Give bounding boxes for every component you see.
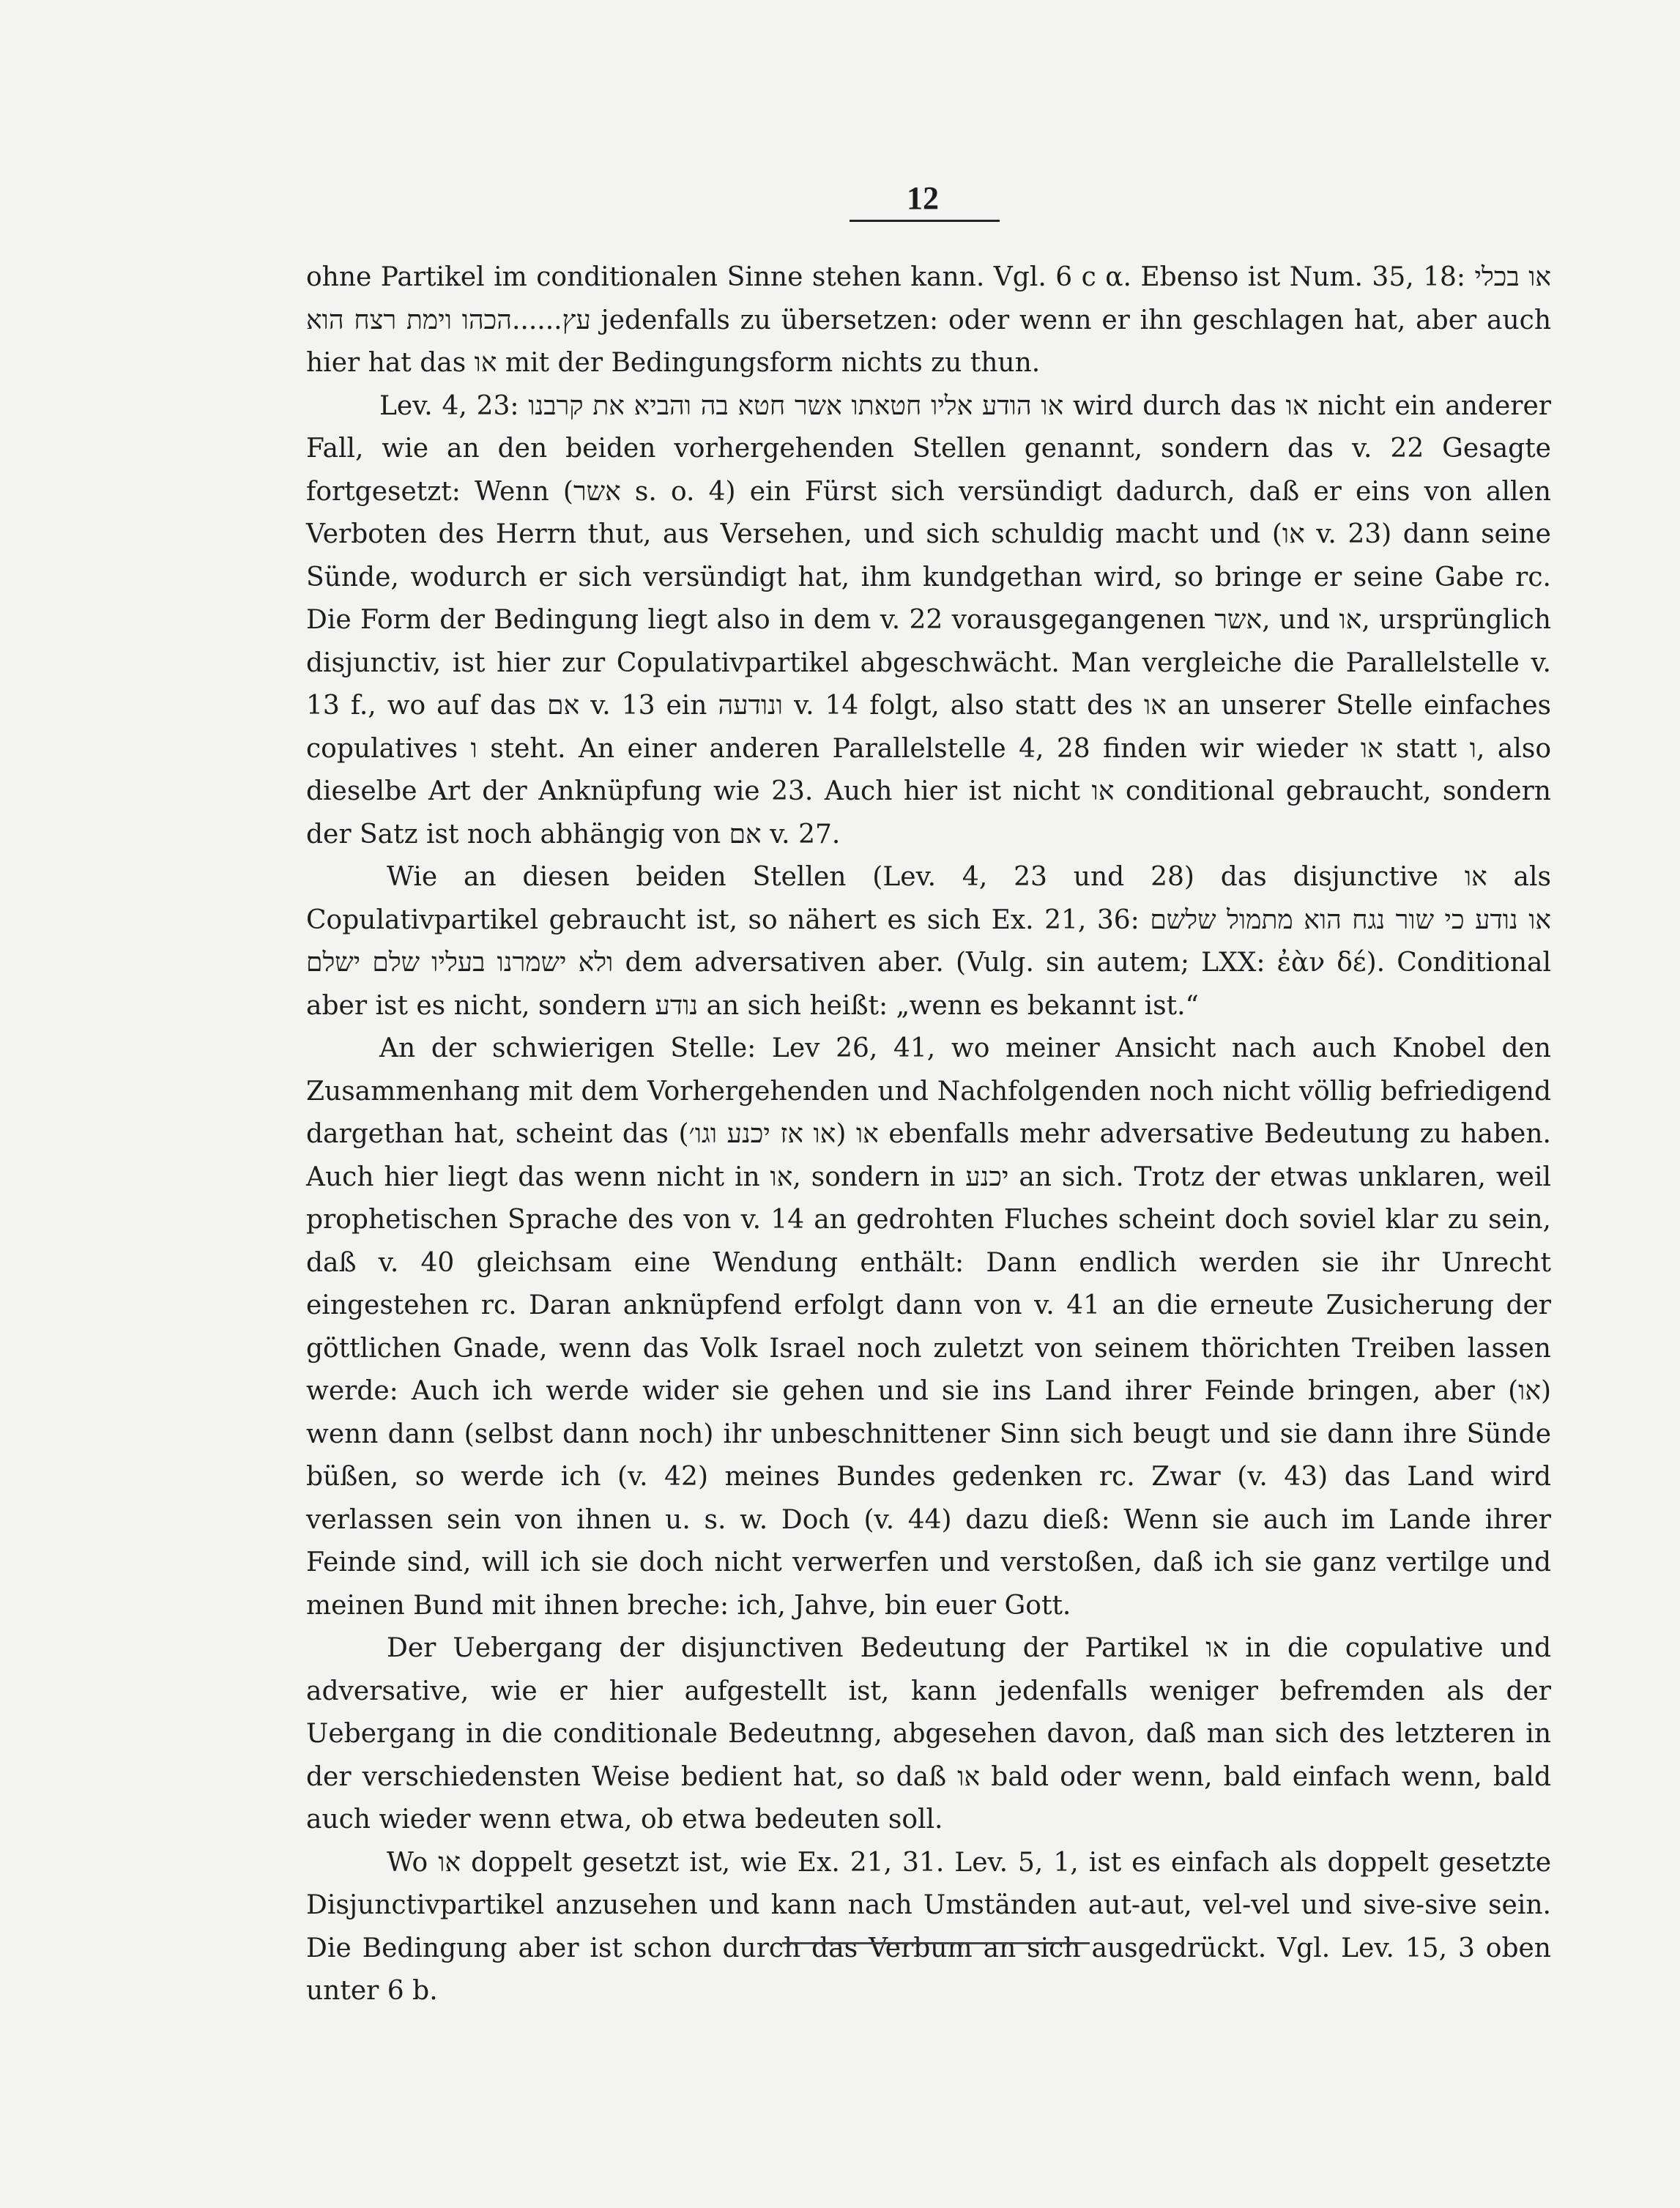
paragraph-6: Wo או doppelt gesetzt ist, wie Ex. 21, 31. Lev. 5, 1, ist es einfach als doppelt gesetzte Disjunctivpartikel anzusehen und kann nach Umständen aut-aut, vel-vel und sive-sive sein. Die Bedingung aber ist schon durch das Verbum an sich ausgedrückt. Vgl. Lev. 15, 3 oben unter 6 b. xyxy=(306,1847,1551,2006)
paragraph-4: An der schwierigen Stelle: Lev 26, 41, wo meiner Ansicht nach auch Knobel den Zusammenhang mit dem Vorhergehenden und Nachfolgenden noch nicht völlig befriedigend dargethan hat, scheint das או (או אז יכנע וגו׳) ebenfalls mehr adversative Bedeutung zu haben. Auch hier liegt das wenn nicht in או, sondern in יכנע an sich. Trotz der etwas unklaren, weil prophetischen Sprache des von v. 14 an gedrohten Fluches scheint doch soviel klar zu sein, daß v. 40 gleichsam eine Wendung enthält: Dann endlich werden sie ihr Unrecht eingestehen rc. Daran anknüpfend erfolgt dann von v. 41 an die erneute Zusicherung der göttlichen Gnade, wenn das Volk Israel noch zuletzt von seinem thörichten Treiben lassen werde: Auch ich werde wider sie gehen und sie ins Land ihrer Feinde bringen, aber (או) wenn dann (selbst dann noch) ihr unbeschnittener Sinn sich beugt und sie dann ihre Sünde büßen, so werde ich (v. 42) meines Bundes gedenken rc. Zwar (v. 43) das Land wird verlassen sein von ihnen u. s. w. Doch (v. 44) dazu dieß: Wenn sie auch im Lande ihrer Feinde sind, will ich sie doch nicht verwerfen und verstoßen, daß ich sie ganz vertilge und meinen Bund mit ihnen breche: ich, Jahve, bin euer Gott. xyxy=(306,1033,1551,1621)
paragraph-2: Lev. 4, 23: או הודע אליו חטאתו אשר חטא בה והביא את קרבנו wird durch das או nicht ein anderer Fall, wie an den beiden vorhergehenden Stellen genannt, sondern das v. 22 Gesagte fortgesetzt: Wenn (אשר s. o. 4) ein Fürst sich versündigt dadurch, daß er eins von allen Verboten des Herrn thut, aus Versehen, und sich schuldig macht und (או v. 23) dann seine Sünde, wodurch er sich versündigt hat, ihm kundgethan wird, so bringe er seine Gabe rc. Die Form der Bedingung liegt also in dem v. 22 vorausgegangenen אשר, und או, ursprünglich disjunctiv, ist hier zur Copulativpartikel abgeschwächt. Man vergleiche die Parallelstelle v. 13 f., wo auf das אם v. 13 ein ונודעה v. 14 folgt, also statt des או an unserer Stelle einfaches copulatives ו steht. An einer anderen Parallelstelle 4, 28 finden wir wieder או statt ו, also dieselbe Art der Anknüpfung wie 23. Auch hier ist nicht או conditional gebraucht, sondern der Satz ist noch abhängig von אם v. 27. xyxy=(306,390,1551,850)
footer-rule xyxy=(782,1942,1090,1944)
paragraph-3: Wie an diesen beiden Stellen (Lev. 4, 23 und 28) das disjunctive או als Copulativpartikel gebraucht ist, so nähert es sich Ex. 21, 36: או נודע כי שור נגח הוא מתמול שלשם ולא ישמרנו בעליו שלם ישלם dem adversativen aber. (Vulg. sin autem; LXX: ἐὰν δέ). Conditional aber ist es nicht, sondern נודע an sich heißt: „wenn es bekannt ist.“ xyxy=(306,862,1552,1021)
paragraph-5: Der Uebergang der disjunctiven Bedeutung der Partikel או in die copulative und adversative, wie er hier aufgestellt ist, kann jedenfalls weniger befremden als der Uebergang in die conditionale Bedeutnng, abgesehen davon, daß man sich des letzteren in der verschiedensten Weise bedient hat, so daß או bald oder wenn, bald einfach wenn, bald auch wieder wenn etwa, ob etwa bedeuten soll. xyxy=(306,1633,1551,1835)
body-text xyxy=(306,256,1551,2013)
header-rule xyxy=(850,220,1000,222)
paragraph-1: ohne Partikel im conditionalen Sinne stehen kann. Vgl. 6 c α. Ebenso ist Num. 35, 18: או בכלי עץ......הכהו וימת רצח הוא jedenfalls zu übersetzen: oder wenn er ihn geschlagen hat, aber auch hier hat das או mit der Bedingungsform nichts zu thun. xyxy=(306,262,1552,378)
page-number: 12 xyxy=(907,180,939,216)
